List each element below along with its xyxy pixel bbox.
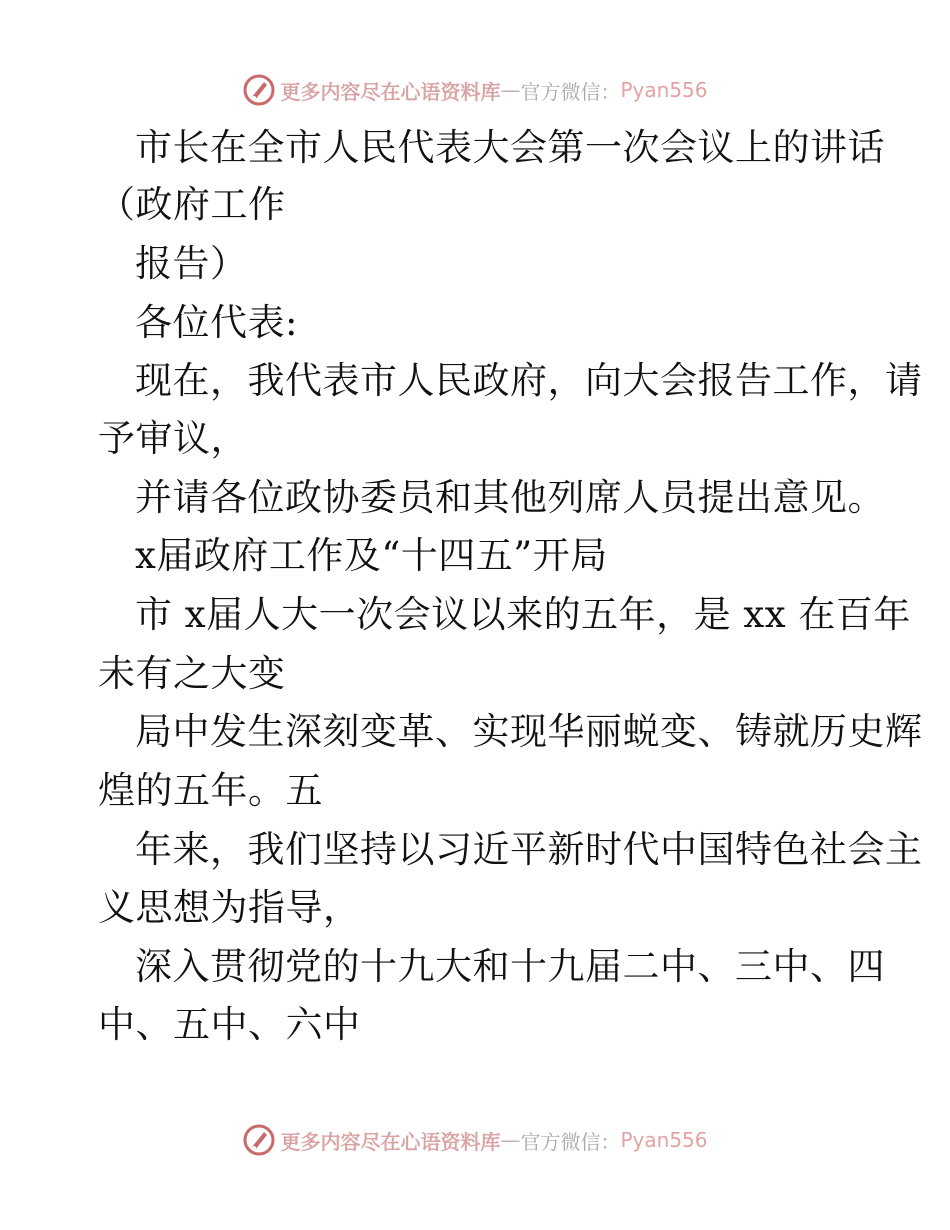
paragraph-line: 中、五中、六中 xyxy=(98,1003,361,1046)
watermark-wechat-label: 官方微信： xyxy=(520,1129,621,1154)
pen-logo-icon xyxy=(242,1123,276,1157)
paragraph-line: 予审议， xyxy=(98,417,248,460)
footer-watermark xyxy=(0,1120,950,1160)
paragraph-line: 局中发生深刻变革、实现华丽蜕变、铸就历史辉 xyxy=(135,710,923,753)
paragraph-line: 深入贯彻党的十九大和十九届二中、三中、四 xyxy=(135,945,885,988)
watermark-wechat-label: 官方微信： xyxy=(520,79,621,104)
watermark-wechat-id: Pyan556 xyxy=(620,1128,708,1152)
pen-logo-icon xyxy=(242,73,276,107)
document-title: 市长在全市人民代表大会第一次会议上的讲话 xyxy=(135,126,885,169)
watermark-main-text: 更多内容尽在心语资料库 xyxy=(280,1129,501,1154)
paragraph-line: 报告） xyxy=(135,242,248,285)
paragraph-line: 并请各位政协委员和其他列席人员提出意见。 xyxy=(135,476,885,519)
paragraph-line: 义思想为指导， xyxy=(98,886,361,929)
paragraph-line: 现在，我代表市人民政府，向大会报告工作，请 xyxy=(135,359,923,402)
section-heading: x届政府工作及“十四五”开局 xyxy=(135,534,608,577)
paragraph-line: 年来，我们坚持以习近平新时代中国特色社会主 xyxy=(135,828,923,871)
paragraph-line: 未有之大变 xyxy=(98,652,286,695)
paragraph-line: 煌的五年。五 xyxy=(98,769,323,812)
watermark-main-text: 更多内容尽在心语资料库 xyxy=(280,79,501,104)
watermark-dash: — xyxy=(500,1128,521,1152)
header-watermark xyxy=(0,70,950,110)
salutation: 各位代表: xyxy=(135,301,298,344)
watermark-wechat-id: Pyan556 xyxy=(620,78,708,102)
watermark-dash: — xyxy=(500,78,521,102)
paragraph-line: （政府工作 xyxy=(98,183,286,226)
paragraph-line: 市 x届人大一次会议以来的五年，是 xx 在百年 xyxy=(135,593,911,636)
